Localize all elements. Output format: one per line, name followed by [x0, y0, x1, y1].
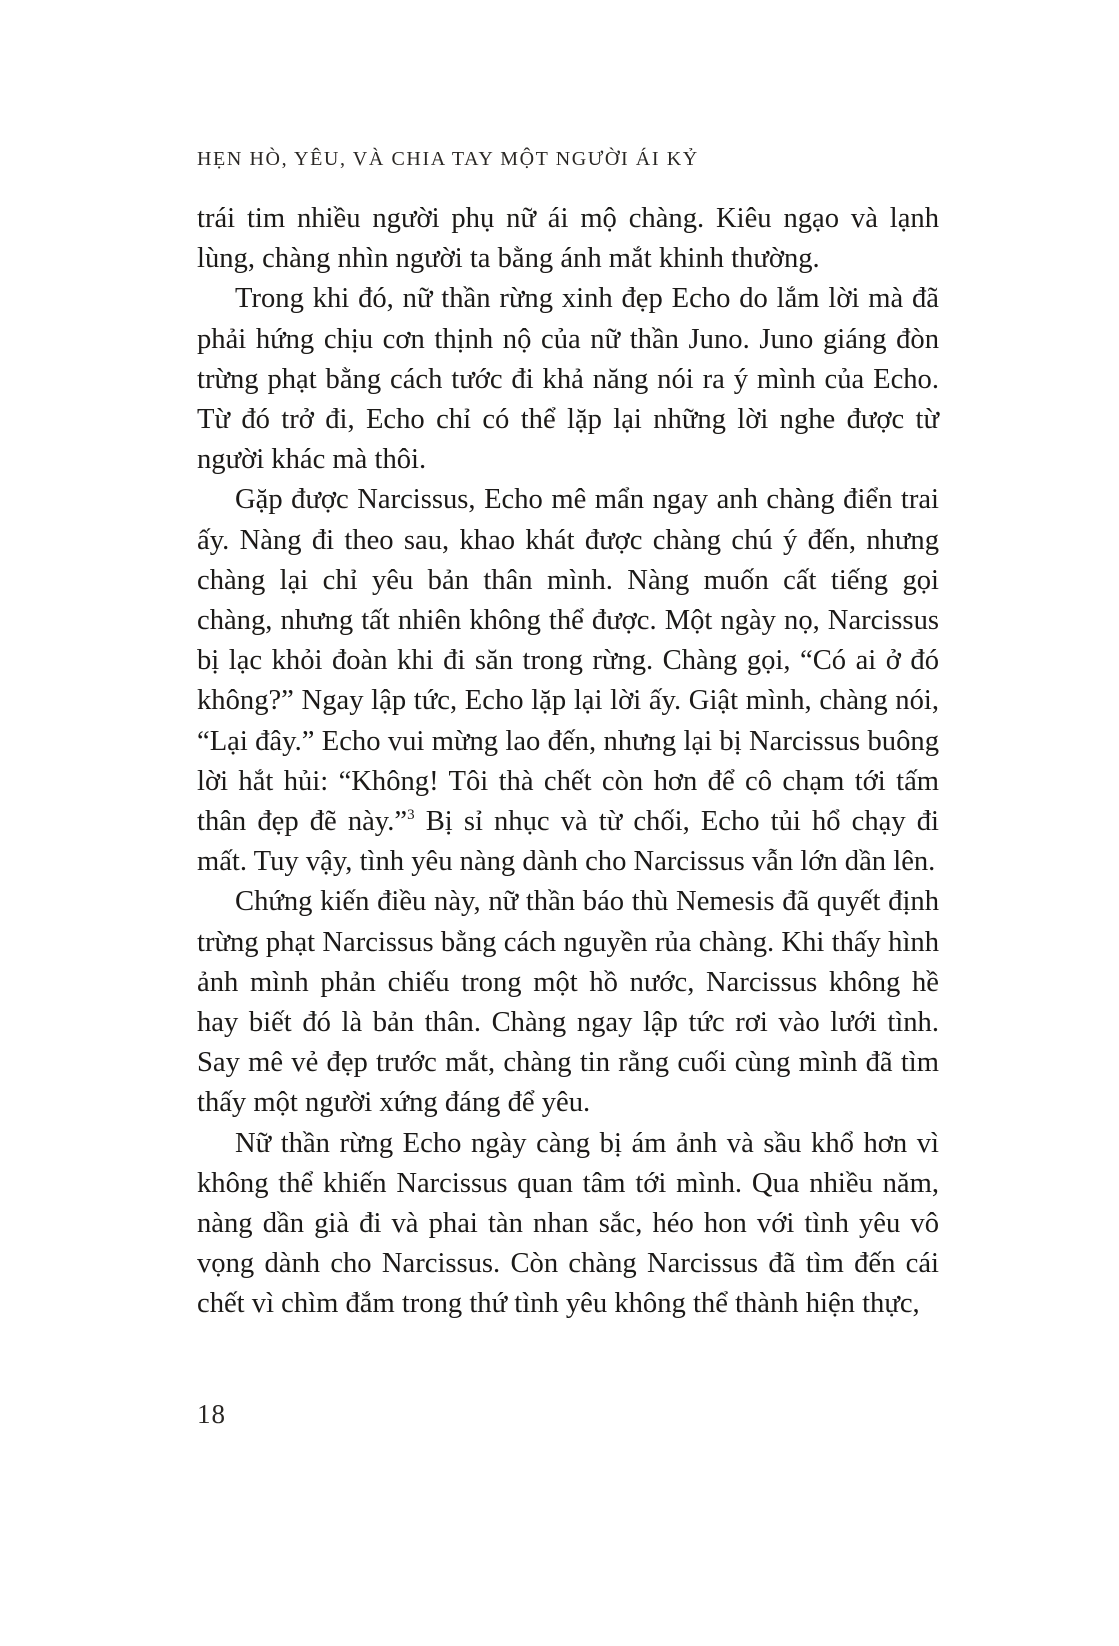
- paragraph-echo-juno: Trong khi đó, nữ thần rừng xinh đẹp Echo do lắm lời mà đã phải hứng chịu cơn thịnh nộ của nữ thần Juno. Juno giáng đòn trừng phạt bằng cách tước đi khả năng nói ra ý mình của Echo. Từ đó trở đi, Echo chỉ có thể lặp lại những lời nghe được từ người khác mà thôi.: [197, 283, 939, 476]
- paragraph-nemesis-curse: Chứng kiến điều này, nữ thần báo thù Nemesis đã quyết định trừng phạt Narcissus bằng cách nguyền rủa chàng. Khi thấy hình ảnh mình phản chiếu trong một hồ nước, Narcissus không hề hay biết đó là bản thân. Chàng ngay lập tức rơi vào lưới tình. Say mê vẻ đẹp trước mắt, chàng tin rằng cuối cùng mình đã tìm thấy một người xứng đáng để yêu.: [197, 886, 939, 1119]
- paragraph-echo-fades: Nữ thần rừng Echo ngày càng bị ám ảnh và sầu khổ hơn vì không thể khiến Narcissus quan tâm tới mình. Qua nhiều năm, nàng dần già đi và phai tàn nhan sắc, héo hon với tình yêu vô vọng dành cho Narcissus. Còn chàng Narcissus đã tìm đến cái chết vì chìm đắm trong thứ tình yêu không thể thành hiện thực,: [197, 1127, 939, 1320]
- body-text: [197, 199, 939, 1325]
- footnote-reference: 3: [407, 807, 415, 824]
- page-number: 18: [197, 1399, 226, 1429]
- paragraph-continued: trái tim nhiều người phụ nữ ái mộ chàng. Kiêu ngạo và lạnh lùng, chàng nhìn người ta bằng ánh mắt khinh thường.: [197, 203, 939, 275]
- paragraph-echo-meets-narcissus: [197, 480, 939, 882]
- paragraph-text-after-footnote: Bị sỉ nhục và từ chối, Echo tủi hổ chạy đi mất. Tuy vậy, tình yêu nàng dành cho Narcissus vẫn lớn dần lên.: [197, 806, 939, 878]
- paragraph-text-before-footnote: Gặp được Narcissus, Echo mê mẩn ngay anh chàng điển trai ấy. Nàng đi theo sau, khao khát được chàng chú ý đến, nhưng chàng lại chỉ yêu bản thân mình. Nàng muốn cất tiếng gọi chàng, nhưng tất nhiên không thể được. Một ngày nọ, Narcissus bị lạc khỏi đoàn khi đi săn trong rừng. Chàng gọi, “Có ai ở đó không?” Ngay lập tức, Echo lặp lại lời ấy. Giật mình, chàng nói, “Lại đây.” Echo vui mừng lao đến, nhưng lại bị Narcissus buông lời hắt hủi: “Không! Tôi thà chết còn hơn để cô chạm tới tấm thân đẹp đẽ này.”: [197, 484, 939, 838]
- running-head: HẸN HÒ, YÊU, VÀ CHIA TAY MỘT NGƯỜI ÁI KỶ: [197, 148, 699, 170]
